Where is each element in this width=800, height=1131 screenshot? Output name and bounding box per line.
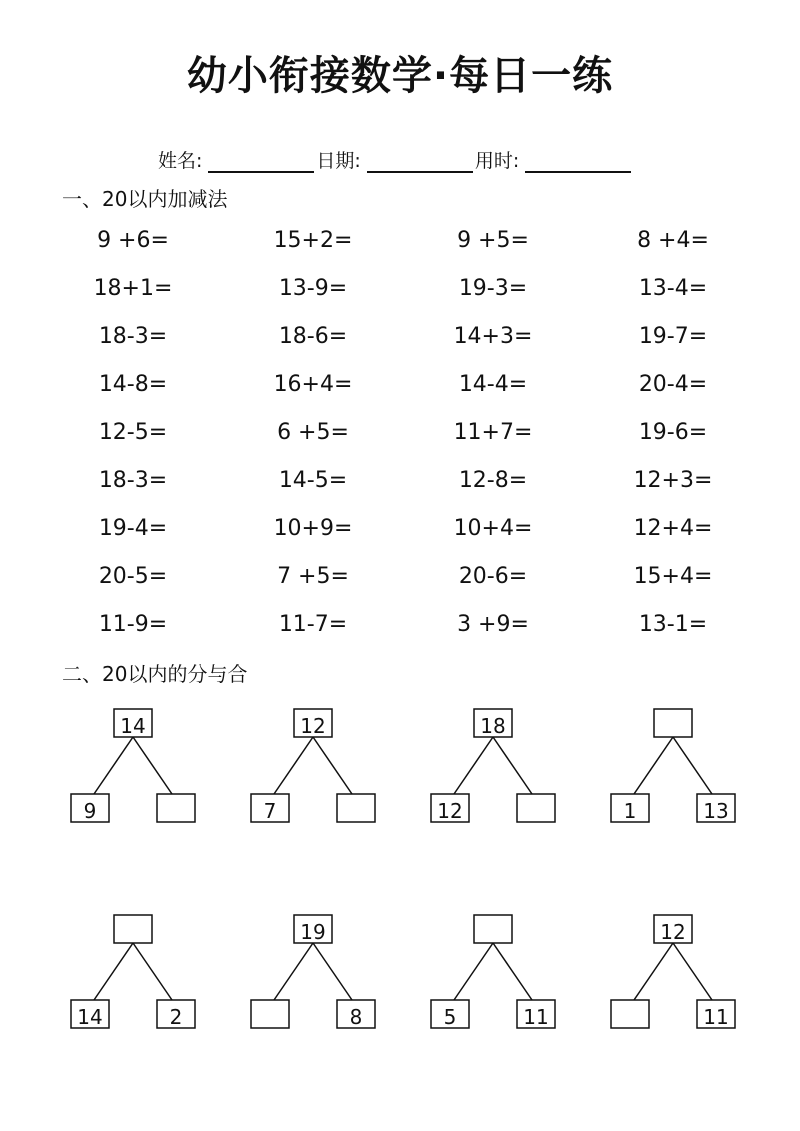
equation: 18-6= <box>278 324 348 349</box>
top-box[interactable] <box>294 709 332 738</box>
top-box-number: 12 <box>660 920 686 944</box>
section-2-title: 二、20以内的分与合 <box>62 662 248 686</box>
equation: 12+3= <box>633 468 713 493</box>
number-bond-tree <box>94 737 172 794</box>
left-branch-line <box>634 943 673 1000</box>
equation: 10+9= <box>273 516 353 541</box>
right-box-number: 11 <box>703 1005 729 1029</box>
equation: 15+4= <box>633 564 713 589</box>
equation: 7 +5= <box>277 564 349 589</box>
equation: 13-1= <box>638 612 708 637</box>
section-1-title: 一、20以内加减法 <box>62 187 228 211</box>
equation: 9 +5= <box>457 228 529 253</box>
left-box[interactable] <box>611 1000 649 1028</box>
equation: 16+4= <box>273 372 353 397</box>
equation: 12-8= <box>458 468 528 493</box>
equation: 20-5= <box>98 564 168 589</box>
top-box-number: 19 <box>300 920 326 944</box>
date-label: 日期: <box>316 150 361 172</box>
equation: 10+4= <box>453 516 533 541</box>
left-branch-line <box>274 943 313 1000</box>
right-box[interactable] <box>697 1000 735 1029</box>
number-bond-tree <box>274 943 352 1000</box>
right-box[interactable] <box>517 1000 555 1029</box>
right-box-frame <box>337 794 375 822</box>
left-branch-line <box>634 737 673 794</box>
right-box[interactable] <box>697 794 735 823</box>
number-bond-tree <box>454 737 532 794</box>
left-branch-line <box>454 737 493 794</box>
left-box[interactable] <box>611 794 649 823</box>
equation: 19-4= <box>98 516 168 541</box>
right-box-number: 11 <box>523 1005 549 1029</box>
right-box[interactable] <box>517 794 555 822</box>
top-box[interactable] <box>474 709 512 738</box>
equation: 11-9= <box>98 612 168 637</box>
right-box-number: 2 <box>169 1005 183 1029</box>
right-branch-line <box>673 737 712 794</box>
right-branch-line <box>313 943 352 1000</box>
left-box-number: 12 <box>437 799 463 823</box>
equation: 20-4= <box>638 372 708 397</box>
right-box-number: 13 <box>703 799 729 823</box>
right-box[interactable] <box>157 794 195 822</box>
equation: 12-5= <box>98 420 168 445</box>
top-box[interactable] <box>114 915 152 943</box>
right-branch-line <box>133 737 172 794</box>
number-bond-tree <box>274 737 352 794</box>
top-box[interactable] <box>114 709 152 738</box>
top-box-number: 12 <box>300 714 326 738</box>
left-box-frame <box>611 1000 649 1028</box>
equation: 14-4= <box>458 372 528 397</box>
left-box-number: 1 <box>623 799 637 823</box>
left-box[interactable] <box>251 794 289 823</box>
right-branch-line <box>673 943 712 1000</box>
right-box-frame <box>517 794 555 822</box>
equation: 20-6= <box>458 564 528 589</box>
page-title: 幼小衔接数学·每日一练 <box>186 53 614 99</box>
right-box-frame <box>157 794 195 822</box>
equation: 11-7= <box>278 612 348 637</box>
equation: 15+2= <box>273 228 353 253</box>
equation: 18-3= <box>98 468 168 493</box>
left-box[interactable] <box>431 1000 469 1029</box>
number-bond-tree <box>454 943 532 1000</box>
top-box-frame <box>474 915 512 943</box>
top-box-number: 18 <box>480 714 506 738</box>
left-box-number: 14 <box>77 1005 103 1029</box>
equation: 13-9= <box>278 276 348 301</box>
right-branch-line <box>313 737 352 794</box>
equation: 12+4= <box>633 516 713 541</box>
left-branch-line <box>454 943 493 1000</box>
right-branch-line <box>133 943 172 1000</box>
number-bond-tree <box>94 943 172 1000</box>
equation: 13-4= <box>638 276 708 301</box>
equation: 19-6= <box>638 420 708 445</box>
top-box-frame <box>654 709 692 737</box>
top-box[interactable] <box>654 915 692 944</box>
equation: 14-5= <box>278 468 348 493</box>
left-box[interactable] <box>71 1000 109 1029</box>
right-branch-line <box>493 737 532 794</box>
top-box-frame <box>114 915 152 943</box>
equation: 14+3= <box>453 324 533 349</box>
equation: 14-8= <box>98 372 168 397</box>
top-box-number: 14 <box>120 714 146 738</box>
left-box-frame <box>251 1000 289 1028</box>
top-box[interactable] <box>474 915 512 943</box>
left-branch-line <box>274 737 313 794</box>
left-branch-line <box>94 737 133 794</box>
equation: 8 +4= <box>637 228 709 253</box>
left-box-number: 9 <box>83 799 97 823</box>
left-box-number: 5 <box>443 1005 457 1029</box>
left-box[interactable] <box>251 1000 289 1028</box>
left-branch-line <box>94 943 133 1000</box>
top-box[interactable] <box>654 709 692 737</box>
equation: 3 +9= <box>457 612 529 637</box>
number-bond-tree <box>634 943 712 1000</box>
number-bond-tree <box>634 737 712 794</box>
right-box[interactable] <box>337 794 375 822</box>
right-box-number: 8 <box>349 1005 363 1029</box>
left-box[interactable] <box>71 794 109 823</box>
left-box[interactable] <box>431 794 469 823</box>
equation: 6 +5= <box>277 420 349 445</box>
equation: 18-3= <box>98 324 168 349</box>
top-box[interactable] <box>294 915 332 944</box>
equation: 9 +6= <box>97 228 169 253</box>
equation: 11+7= <box>453 420 533 445</box>
name-label: 姓名: <box>158 150 203 172</box>
equation: 19-7= <box>638 324 708 349</box>
right-branch-line <box>493 943 532 1000</box>
equation: 19-3= <box>458 276 528 301</box>
right-box[interactable] <box>337 1000 375 1029</box>
left-box-number: 7 <box>263 799 277 823</box>
time-label: 用时: <box>474 150 520 172</box>
equation: 18+1= <box>93 276 173 301</box>
right-box[interactable] <box>157 1000 195 1029</box>
